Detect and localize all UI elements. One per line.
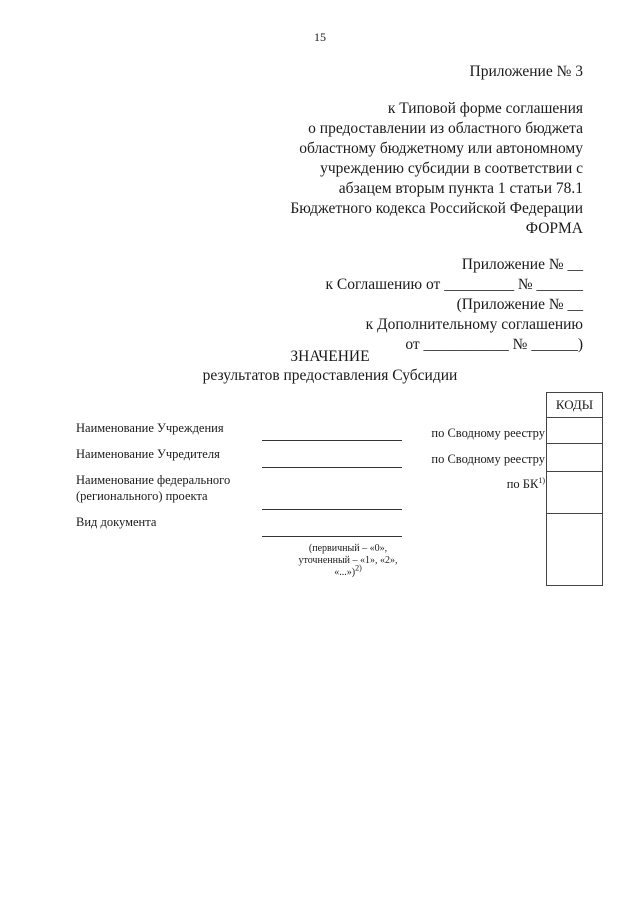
founder-field-line <box>262 467 402 468</box>
document-subtitle: результатов предоставления Субсидии <box>202 367 458 384</box>
appendix-caption-line: о предоставлении из областного бюджета <box>308 120 583 137</box>
form-header-line: к Дополнительному соглашению <box>365 316 583 333</box>
institution-label: Наименование Учреждения <box>76 421 224 435</box>
form-header-line: Приложение № __ <box>461 256 583 273</box>
footnote-marker: 2) <box>355 563 362 573</box>
document-title: ЗНАЧЕНИЕ <box>290 348 370 365</box>
doc-type-note-text: «...») <box>334 567 356 578</box>
form-header-line: от ___________ № ______) <box>405 336 583 353</box>
doc-type-note <box>280 543 416 579</box>
doc-type-label: Вид документа <box>76 515 157 529</box>
registry-label-2: по Сводному реестру <box>431 452 545 466</box>
doc-type-note-line: уточненный – «1», «2», <box>298 555 398 566</box>
code-cell-institution <box>547 417 602 444</box>
form-label: ФОРМА <box>525 220 583 237</box>
project-field-line <box>262 509 402 510</box>
code-cell-founder <box>547 443 602 472</box>
appendix-caption-line: областному бюджетному или автономному <box>299 140 583 157</box>
appendix-caption-line: абзацем вторым пункта 1 статьи 78.1 <box>338 180 583 197</box>
appendix-caption-line: к Типовой форме соглашения <box>387 100 583 117</box>
form-header-line: (Приложение № __ <box>456 296 583 313</box>
form-header <box>325 255 583 355</box>
doc-type-field-line <box>262 536 402 537</box>
doc-type-note-line: (первичный – «0», <box>308 543 388 554</box>
bk-label <box>507 477 545 492</box>
codes-header: КОДЫ <box>547 393 602 418</box>
institution-field-line <box>262 440 402 441</box>
bk-label-text: по БК <box>506 477 539 491</box>
appendix-caption <box>290 99 583 219</box>
doc-type-note-line <box>280 563 416 579</box>
appendix-caption-line: Бюджетного кодекса Российской Федерации <box>290 200 583 217</box>
project-label-line2: (регионального) проекта <box>76 489 208 503</box>
page-number: 15 <box>314 30 326 44</box>
registry-label-1: по Сводному реестру <box>431 426 545 440</box>
footnote-marker: 1) <box>538 475 545 485</box>
appendix-title: Приложение № 3 <box>469 63 583 80</box>
appendix-caption-line: учреждению субсидии в соответствии с <box>320 160 583 177</box>
founder-label: Наименование Учредителя <box>76 447 220 461</box>
codes-table <box>546 392 603 586</box>
project-label-line1: Наименование федерального <box>76 473 231 487</box>
code-cell-project <box>547 471 602 514</box>
form-header-line: к Соглашению от _________ № ______ <box>325 276 583 293</box>
